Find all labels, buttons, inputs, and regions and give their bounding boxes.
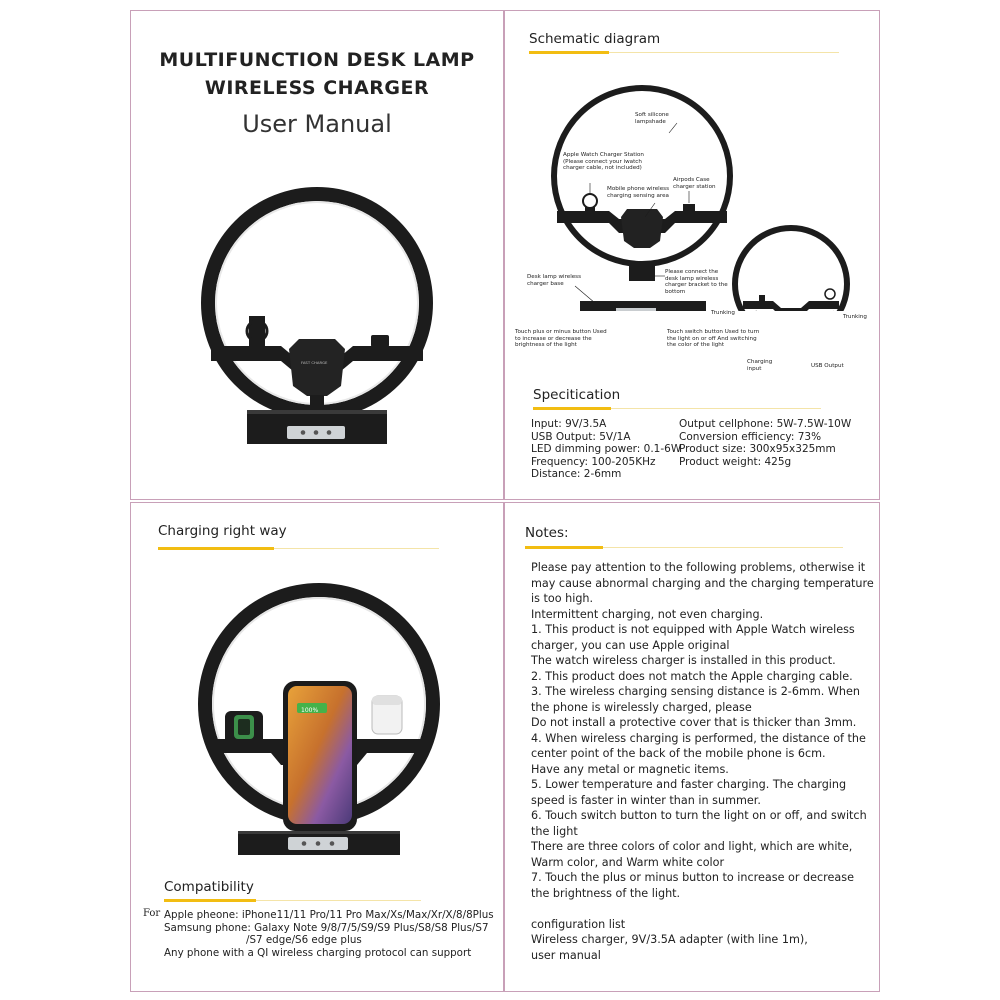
lamp-product-image [131,11,503,499]
spec-right-list [679,418,851,468]
notes-line: may cause abnormal charging and the charging temperature [531,576,874,590]
label-sensing-area: Mobile phone wireless charging sensing area [607,186,669,199]
spec-item: Distance: 2-6mm [531,468,622,481]
spec-heading-underline [533,407,611,410]
label-usb-output: USB Output [811,363,844,369]
notes-line: configuration list [531,917,626,931]
label-lampshade: Soft silicone lampshade [635,112,669,125]
spec-heading: Specitication [533,387,621,403]
compat-line: Samsung phone: Galaxy Note 9/8/7/5/S9/S9 Plus/S8/S8 Plus/S7 [164,921,489,934]
label-connect-bracket: Please connect the desk lamp wireless charger bracket to the bottom [665,269,728,295]
charging-heading: Charging right way [158,523,287,539]
cover-panel [130,10,504,500]
notes-line: 5. Lower temperature and faster charging. The charging [531,778,847,791]
notes-panel [504,502,880,992]
notes-line: speed is faster in winter than in summer. [531,793,761,807]
compat-list [164,909,494,959]
schematic-panel [504,10,880,500]
compat-heading: Compatibility [164,879,254,895]
label-airpods: Airpods Case charger station [673,177,716,190]
notes-body [531,560,874,963]
charging-panel [130,502,504,992]
notes-line: is too high. [531,592,594,605]
spec-item: Conversion efficiency: 73% [679,430,822,443]
compat-line: Any phone with a QI wireless charging protocol can support [164,946,472,959]
fast-charge-badge: FAST CHARGE [301,360,328,365]
notes-line: 1. This product is not equipped with Apple Watch wireless [531,623,855,636]
label-trunking-right: Trunking [843,314,867,320]
spec-item: LED dimming power: 0.1-6W [531,443,682,456]
label-base: Desk lamp wireless charger base [527,274,582,287]
notes-line: the brightness of the light. [531,886,681,900]
compat-heading-underline [164,899,256,902]
schematic-diagram [505,11,879,311]
spec-heading-rule [611,408,821,409]
label-trunking-left: Trunking [711,310,735,316]
spec-item: USB Output: 5V/1A [531,430,631,443]
notes-line: Please pay attention to the following problems, otherwise it [531,561,866,574]
spec-item: Product size: 300x95x325mm [679,443,836,456]
label-charging-input: Charging input [747,359,773,372]
notes-line: user manual [531,948,601,962]
cover-title-line2: WIRELESS CHARGER [204,77,430,99]
notes-line: There are three colors of color and light, which are white, [531,840,853,853]
compat-heading-rule [256,900,421,901]
schematic-heading: Schematic diagram [529,31,661,47]
notes-heading-rule [603,547,843,548]
notes-line: center point of the back of the mobile phone is 6cm. [531,747,826,760]
notes-heading: Notes: [525,525,569,541]
cover-subtitle: User Manual [242,110,392,138]
cover-title-line1: MULTIFUNCTION DESK LAMP [159,49,475,71]
spec-item: Output cellphone: 5W-7.5W-10W [679,418,852,430]
label-watch-station: Apple Watch Charger Station (Please connect your iwatch charger cable, not included) [563,152,644,172]
compat-line: Apple pheone: iPhone11/11 Pro/11 Pro Max/Xs/Max/Xr/X/8/8Plus [164,909,494,921]
notes-heading-underline [525,546,603,549]
notes-line: 3. The wireless charging sensing distance is 2-6mm. When [531,685,860,698]
label-switch: Touch switch button Used to turn the light on or off And switching the color of the light [667,329,760,349]
spec-item: Product weight: 425g [679,455,792,468]
label-plus-minus: Touch plus or minus button Used to increase or decrease the brightness of the light [515,329,607,349]
notes-line: 6. Touch switch button to turn the light on or off, and switch [531,809,867,822]
notes-line: 7. Touch the plus or minus button to increase or decrease [531,871,854,884]
notes-line: Wireless charger, 9V/3.5A adapter (with line 1m), [531,933,808,946]
notes-line: 2. This product does not match the Apple charging cable. [531,669,853,683]
compat-line: /S7 edge/S6 edge plus [246,934,362,947]
notes-line: the light [531,824,578,838]
notes-line: charger, you can use Apple original [531,638,730,652]
compat-for-label: For [143,908,161,919]
notes-line: Warm color, and Warm white color [531,855,725,869]
notes-line: Have any metal or magnetic items. [531,762,729,776]
phone-battery-readout: 100% [301,707,319,714]
notes-line: Do not install a protective cover that is thicker than 3mm. [531,716,857,729]
notes-line: The watch wireless charger is installed in this product. [531,654,836,667]
notes-line: 4. When wireless charging is performed, the distance of the [531,731,866,745]
charging-product-image [131,503,503,863]
spec-item: Input: 9V/3.5A [531,418,607,430]
spec-left-list [531,418,681,481]
spec-item: Frequency: 100-205KHz [531,455,656,468]
notes-line: the phone is wirelessly charged, please [531,700,752,714]
notes-line: Intermittent charging, not even charging. [531,607,764,621]
notes-line [531,901,874,917]
